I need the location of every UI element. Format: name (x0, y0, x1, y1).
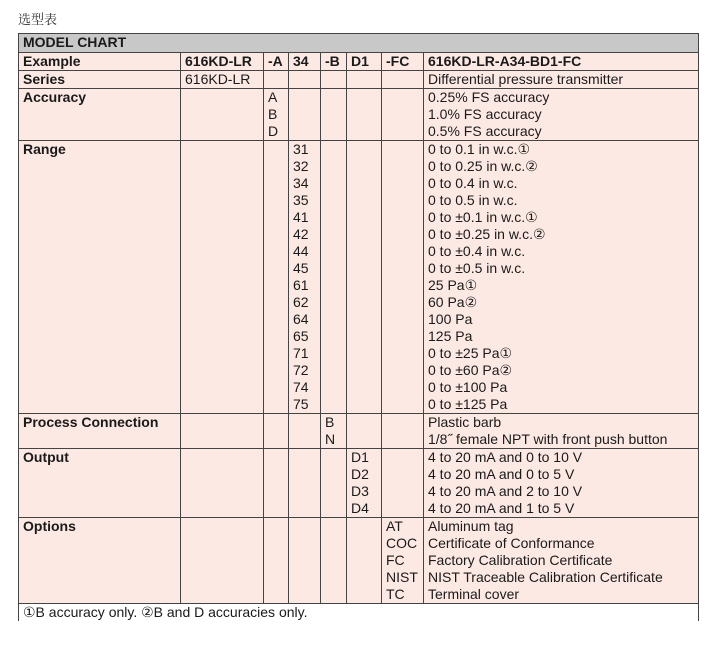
series-label: Series (19, 71, 181, 89)
range-code: 31 (293, 141, 309, 157)
process-connection-description: 1/8˝ female NPT with front push button (428, 431, 668, 447)
footnote: ①B accuracy only. ②B and D accuracies only. (19, 604, 699, 622)
options-code: COC (386, 535, 418, 551)
footnote-row (19, 604, 699, 622)
accuracy-description: 0.5% FS accuracy (428, 123, 542, 139)
output-codes (347, 449, 382, 518)
range-label: Range (19, 141, 181, 414)
example-series-code: 616KD-LR (181, 53, 264, 71)
output-code: D1 (351, 449, 369, 465)
options-description: NIST Traceable Calibration Certificate (428, 569, 663, 585)
output-description: 4 to 20 mA and 0 to 5 V (428, 466, 575, 482)
range-code: 64 (293, 311, 309, 327)
range-code: 45 (293, 260, 309, 276)
range-description: 0 to ±0.5 in w.c. (428, 260, 526, 276)
range-description: 0 to ±0.25 in w.c.② (428, 226, 546, 242)
range-description: 0 to ±125 Pa (428, 396, 508, 412)
output-description: 4 to 20 mA and 2 to 10 V (428, 483, 583, 499)
range-description: 100 Pa (428, 311, 473, 327)
model-chart-table (18, 33, 699, 621)
options-codes (382, 518, 424, 604)
accuracy-description: 1.0% FS accuracy (428, 106, 542, 122)
chart-title-row (19, 34, 699, 53)
options-code: FC (386, 552, 405, 568)
series-row (19, 71, 699, 89)
range-description: 0 to ±60 Pa② (428, 362, 513, 378)
example-label: Example (19, 53, 181, 71)
output-descriptions (424, 449, 699, 518)
example-connection-code: -B (321, 53, 347, 71)
range-code: 71 (293, 345, 309, 361)
range-code: 34 (293, 175, 309, 191)
range-description: 0 to 0.5 in w.c. (428, 192, 518, 208)
range-code: 32 (293, 158, 309, 174)
range-description: 0 to ±0.4 in w.c. (428, 243, 526, 259)
range-descriptions (424, 141, 699, 414)
range-code: 42 (293, 226, 309, 242)
example-output-code: D1 (347, 53, 382, 71)
output-description: 4 to 20 mA and 0 to 10 V (428, 449, 583, 465)
example-accuracy-code: -A (264, 53, 289, 71)
process-connection-code: N (325, 431, 336, 447)
options-description: Terminal cover (428, 586, 520, 602)
range-code: 74 (293, 379, 309, 395)
process-connection-description: Plastic barb (428, 414, 502, 430)
options-description: Certificate of Conformance (428, 535, 595, 551)
options-descriptions (424, 518, 699, 604)
accuracy-descriptions (424, 89, 699, 141)
output-row (19, 449, 699, 518)
example-options-code: -FC (382, 53, 424, 71)
process-connection-descriptions (424, 414, 699, 449)
example-range-code: 34 (289, 53, 321, 71)
series-description: Differential pressure transmitter (424, 71, 699, 89)
output-code: D3 (351, 483, 369, 499)
range-description: 0 to 0.4 in w.c. (428, 175, 518, 191)
range-description: 0 to 0.25 in w.c.② (428, 158, 538, 174)
range-code: 75 (293, 396, 309, 412)
page-title: 选型表 (18, 13, 58, 28)
output-code: D2 (351, 466, 369, 482)
options-code: AT (386, 518, 403, 534)
range-code: 65 (293, 328, 309, 344)
range-code: 72 (293, 362, 309, 378)
range-description: 0 to ±0.1 in w.c.① (428, 209, 538, 225)
range-code: 41 (293, 209, 309, 225)
accuracy-code: D (268, 123, 279, 139)
range-description: 0 to ±25 Pa① (428, 345, 513, 361)
output-label: Output (19, 449, 181, 518)
options-label: Options (19, 518, 181, 604)
options-description: Factory Calibration Certificate (428, 552, 613, 568)
range-codes (289, 141, 321, 414)
accuracy-code: A (268, 89, 278, 105)
process-connection-codes (321, 414, 347, 449)
process-connection-row (19, 414, 699, 449)
range-code: 61 (293, 277, 309, 293)
range-description: 0 to 0.1 in w.c.① (428, 141, 531, 157)
options-code: TC (386, 586, 405, 602)
range-description: 60 Pa② (428, 294, 478, 310)
accuracy-codes (264, 89, 289, 141)
range-description: 25 Pa① (428, 277, 478, 293)
options-code: NIST (386, 569, 418, 585)
options-description: Aluminum tag (428, 518, 514, 534)
chart-title: MODEL CHART (19, 34, 699, 53)
process-connection-label: Process Connection (19, 414, 181, 449)
process-connection-code: B (325, 414, 335, 430)
accuracy-label: Accuracy (19, 89, 181, 141)
options-row (19, 518, 699, 604)
range-code: 35 (293, 192, 309, 208)
series-code: 616KD-LR (181, 71, 264, 89)
output-code: D4 (351, 500, 369, 516)
range-description: 0 to ±100 Pa (428, 379, 508, 395)
accuracy-row (19, 89, 699, 141)
range-description: 125 Pa (428, 328, 473, 344)
range-code: 44 (293, 243, 309, 259)
range-row (19, 141, 699, 414)
accuracy-description: 0.25% FS accuracy (428, 89, 550, 105)
example-row (19, 53, 699, 71)
output-description: 4 to 20 mA and 1 to 5 V (428, 500, 575, 516)
example-result: 616KD-LR-A34-BD1-FC (424, 53, 699, 71)
range-code: 62 (293, 294, 309, 310)
accuracy-code: B (268, 106, 278, 122)
